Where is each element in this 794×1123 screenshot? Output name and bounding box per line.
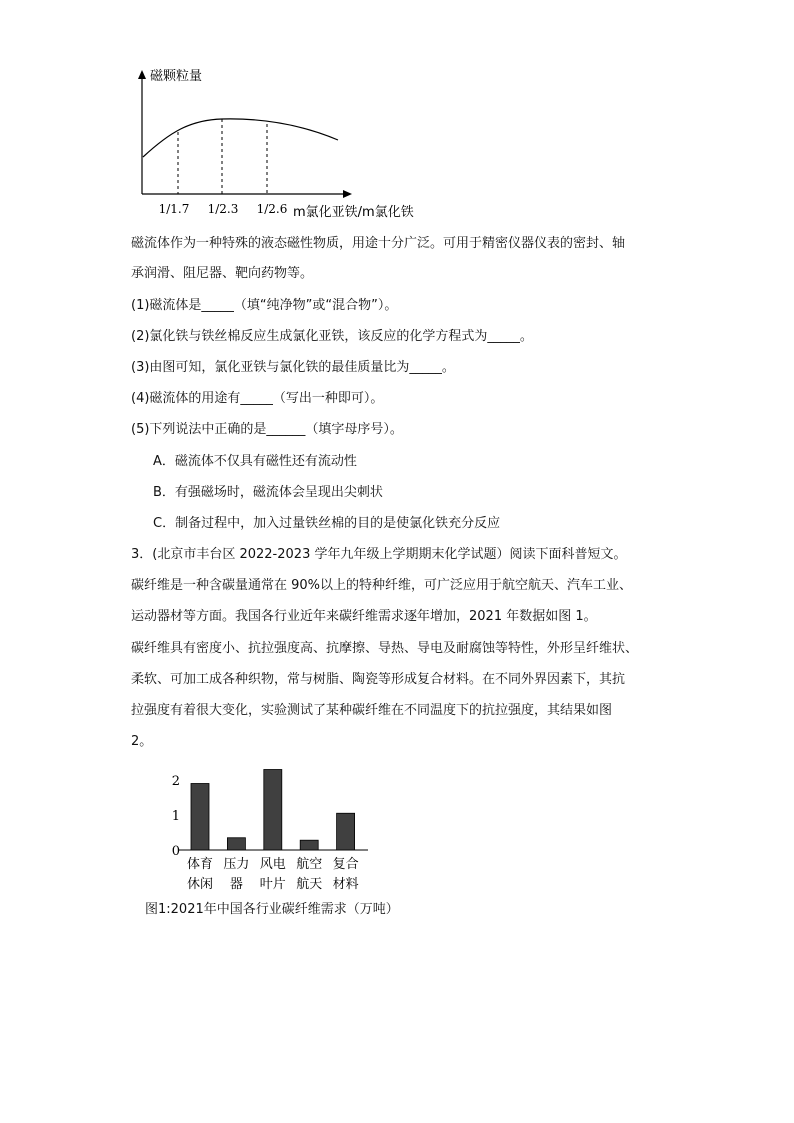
question-2: (2)氯化铁与铁丝棉反应生成氯化亚铁，该反应的化学方程式为_____。 <box>131 329 533 344</box>
question-1: (1)磁流体是_____（填“纯净物”或“混合物”）。 <box>131 298 398 313</box>
problem3-p2-line3: 拉强度有着很大变化，实验测试了某种碳纤维在不同温度下的抗拉强度，其结果如图 <box>131 703 613 718</box>
question-3: (3)由图可知，氯化亚铁与氯化铁的最佳质量比为_____。 <box>131 360 455 375</box>
problem3-p1-line1: 碳纤维是一种含碳量通常在 90%以上的特种纤维，可广泛应用于航空航天、汽车工业、 <box>131 578 633 593</box>
paragraph1-line2: 承润滑、阻尼器、靶向药物等。 <box>131 266 314 281</box>
question-4: (4)磁流体的用途有_____（写出一种即可）。 <box>131 391 384 406</box>
category-label: 复合 <box>332 857 359 872</box>
question-5: (5)下列说法中正确的是______（填字母序号）。 <box>131 422 403 437</box>
option-a: A．磁流体不仅具有磁性还有流动性 <box>153 454 357 469</box>
category-label: 器 <box>229 877 243 892</box>
bar <box>300 840 318 850</box>
category-label: 体育 <box>186 857 214 872</box>
problem3-p2-line4: 2。 <box>131 734 153 749</box>
y-tick-label: 0 <box>171 844 180 859</box>
y-tick-label: 1 <box>171 809 180 824</box>
curve-line <box>143 119 338 157</box>
category-label: 叶片 <box>259 877 286 892</box>
category-label: 航天 <box>296 877 323 892</box>
category-label: 航空 <box>296 857 323 872</box>
bar <box>337 813 355 850</box>
x-axis-label: m氯化亚铁/m氯化铁 <box>293 205 414 220</box>
x-axis-arrow <box>343 190 352 198</box>
tick-label-1: 1/1.7 <box>158 202 190 216</box>
curve-chart <box>130 62 440 222</box>
option-c: C．制备过程中，加入过量铁丝棉的目的是使氯化铁充分反应 <box>153 516 501 531</box>
problem3-header: 3．(北京市丰台区 2022-2023 学年九年级上学期期末化学试题）阅读下面科普短文。 <box>131 547 627 562</box>
tick-label-3: 1/2.6 <box>256 202 288 216</box>
bar-chart-caption: 图1:2021年中国各行业碳纤维需求（万吨） <box>145 902 399 917</box>
bar <box>264 770 282 851</box>
y-tick-label: 2 <box>171 774 180 789</box>
y-axis-label: 磁颗粒量 <box>150 69 203 84</box>
problem3-p1-line2: 运动器材等方面。我国各行业近年来碳纤维需求逐年增加，2021 年数据如图 1。 <box>131 609 597 624</box>
bar <box>227 838 245 850</box>
paragraph1-line1: 磁流体作为一种特殊的液态磁性物质，用途十分广泛。可用于精密仪器仪表的密封、轴 <box>131 236 626 251</box>
problem3-p2-line1: 碳纤维具有密度小、抗拉强度高、抗摩擦、导热、导电及耐腐蚀等特性，外形呈纤维状、 <box>131 641 639 656</box>
option-b: B．有强磁场时，磁流体会呈现出尖刺状 <box>153 485 383 500</box>
category-label: 压力 <box>223 857 250 872</box>
bar-chart <box>160 760 400 900</box>
category-label: 材料 <box>332 877 359 892</box>
category-label: 休闲 <box>186 877 214 892</box>
y-axis-arrow <box>138 70 146 79</box>
tick-label-2: 1/2.3 <box>207 202 239 216</box>
category-label: 风电 <box>259 857 286 872</box>
problem3-p2-line2: 柔软、可加工成各种织物，常与树脂、陶瓷等形成复合材料。在不同外界因素下，其抗 <box>131 672 626 687</box>
bar <box>191 784 209 851</box>
